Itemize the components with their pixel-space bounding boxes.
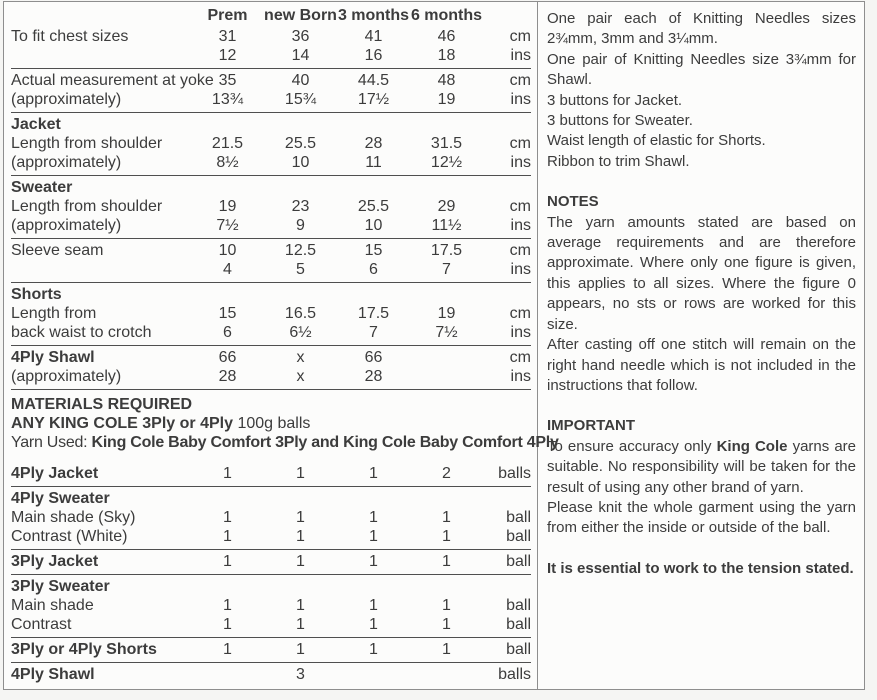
value-cell: 17.5 — [430, 242, 463, 259]
value-cell: 11 — [365, 154, 382, 171]
value-cell: 36 — [291, 28, 310, 45]
value-cell: 48 — [437, 72, 456, 89]
value-cell: 17.5 — [357, 305, 390, 322]
value-cell: 21.5 — [211, 135, 244, 152]
table-row — [11, 239, 531, 261]
unit-cell — [483, 487, 531, 509]
value-cell — [410, 487, 483, 509]
text-run: NOTES — [547, 193, 599, 211]
value-cell — [264, 283, 337, 305]
value-cell: 46 — [437, 28, 456, 45]
notes-para-1 — [547, 213, 856, 335]
size-table — [11, 6, 531, 390]
table-section — [11, 550, 531, 575]
value-cell: 66 — [364, 349, 383, 366]
value-cell: 1 — [296, 553, 305, 570]
table-row — [11, 25, 531, 46]
table-row — [11, 113, 531, 135]
value-cell: 12 — [218, 47, 237, 64]
row-label: back waist to crotch — [11, 324, 152, 341]
materials-table — [11, 462, 531, 687]
row-label: Length from shoulder — [11, 135, 163, 152]
row-label: 4Ply Sweater — [11, 490, 110, 507]
value-cell — [264, 113, 337, 135]
table-section — [11, 69, 531, 113]
table-row — [11, 46, 531, 69]
value-cell: 18 — [437, 47, 456, 64]
text-run: 3 buttons for Sweater. — [547, 112, 693, 130]
unit-cell: cm — [509, 349, 531, 366]
table-row — [11, 304, 531, 323]
unit-cell: ball — [506, 553, 531, 570]
value-cell: 12½ — [430, 154, 463, 171]
value-cell: 66 — [218, 349, 237, 366]
table-section — [11, 346, 531, 390]
instructions-panel — [538, 2, 864, 689]
value-cell: 19 — [437, 305, 456, 322]
value-cell: 1 — [223, 641, 232, 658]
value-cell: 1 — [223, 553, 232, 570]
header-spacer — [11, 6, 191, 25]
value-cell: 4 — [223, 261, 232, 278]
value-cell — [410, 575, 483, 597]
value-cell: 11½ — [431, 217, 462, 234]
value-cell: 1 — [369, 465, 378, 482]
row-label: 4Ply Shawl — [11, 349, 95, 366]
value-cell — [191, 113, 264, 135]
needles-line-1 — [547, 9, 856, 50]
row-label — [11, 46, 191, 69]
unit-cell — [483, 283, 531, 305]
value-cell: x — [296, 349, 305, 366]
value-cell: 17½ — [357, 91, 390, 108]
yarn-spec-bold: ANY KING COLE 3Ply or 4Ply — [11, 415, 233, 432]
value-cell: 28 — [364, 135, 383, 152]
materials-yarn-spec — [11, 414, 531, 433]
text-run: To ensure accuracy only — [547, 437, 717, 455]
value-cell: 14 — [291, 47, 310, 64]
text-run: Waist length of elastic for Shorts. — [547, 132, 766, 150]
spacer — [547, 172, 856, 192]
value-cell: 1 — [442, 509, 451, 526]
value-cell: 1 — [442, 553, 451, 570]
value-cell: 44.5 — [357, 72, 390, 89]
value-cell: 16.5 — [284, 305, 317, 322]
table-row — [11, 550, 531, 575]
table-row — [11, 367, 531, 390]
table-row — [11, 527, 531, 550]
value-cell — [337, 283, 410, 305]
value-cell: 10 — [218, 242, 237, 259]
value-cell — [337, 575, 410, 597]
unit-cell — [483, 575, 531, 597]
table-section — [11, 176, 531, 239]
table-section — [11, 663, 531, 688]
value-cell: 23 — [291, 198, 310, 215]
unit-cell: cm — [509, 72, 531, 89]
unit-cell: balls — [498, 465, 531, 482]
row-label: Contrast (White) — [11, 528, 128, 545]
yarn-spec-rest: 100g balls — [233, 415, 311, 432]
row-label: 3Ply Jacket — [11, 553, 99, 570]
value-cell: 28 — [218, 368, 237, 385]
value-cell: 1 — [442, 616, 451, 633]
value-cell: 12.5 — [284, 242, 317, 259]
needles-line-2 — [547, 50, 856, 91]
value-cell: 3 — [296, 666, 305, 683]
value-cell: 1 — [223, 465, 232, 482]
value-cell — [337, 176, 410, 198]
table-row — [11, 462, 531, 487]
value-cell: 19 — [437, 91, 456, 108]
important-heading — [547, 416, 856, 436]
materials-heading: MATERIALS REQUIRED — [11, 396, 193, 413]
value-cell: 15 — [364, 242, 383, 259]
row-label: Shorts — [11, 286, 62, 303]
unit-cell: ins — [510, 261, 531, 278]
row-label: Length from — [11, 305, 97, 322]
table-section — [11, 638, 531, 663]
notes-heading — [547, 192, 856, 212]
text-run: It is essential to work to the tension stated. — [547, 559, 854, 577]
unit-cell: ball — [506, 616, 531, 633]
value-cell: 1 — [369, 528, 378, 545]
value-cell: x — [296, 368, 305, 385]
value-cell: 1 — [442, 528, 451, 545]
row-label: 3Ply Sweater — [11, 578, 110, 595]
value-cell — [410, 176, 483, 198]
unit-cell: ins — [510, 154, 531, 171]
value-cell: 1 — [369, 553, 378, 570]
table-row — [11, 346, 531, 368]
pattern-sheet — [3, 1, 865, 690]
text-run: One pair of Knitting Needles size 3¾mm for Shawl. — [547, 50, 856, 89]
unit-cell: cm — [509, 135, 531, 152]
value-cell: 2 — [442, 465, 451, 482]
unit-cell: ins — [510, 368, 531, 385]
row-label: 4Ply Jacket — [11, 465, 99, 482]
table-row — [11, 663, 531, 688]
value-cell — [337, 113, 410, 135]
unit-cell — [483, 113, 531, 135]
materials-yarn-used — [11, 433, 559, 452]
value-cell — [191, 575, 264, 597]
value-cell: 28 — [364, 368, 383, 385]
table-row — [11, 487, 531, 509]
value-cell: 31 — [218, 28, 237, 45]
value-cell: 1 — [442, 597, 451, 614]
table-row — [11, 176, 531, 198]
header-unit-spacer — [483, 6, 531, 25]
value-cell: 8½ — [216, 154, 239, 171]
unit-cell — [483, 176, 531, 198]
value-cell: 1 — [223, 597, 232, 614]
unit-cell: ins — [510, 91, 531, 108]
row-label: Sleeve seam — [11, 242, 104, 259]
unit-cell: ins — [510, 47, 531, 64]
value-cell: 1 — [296, 597, 305, 614]
value-cell: 7 — [442, 261, 451, 278]
value-cell: 1 — [369, 641, 378, 658]
value-cell: 1 — [369, 616, 378, 633]
col-header-prem: Prem — [207, 7, 248, 24]
row-label: Main shade (Sky) — [11, 509, 136, 526]
value-cell: 15¾ — [284, 91, 317, 108]
row-label: (approximately) — [11, 217, 122, 234]
text-run: One pair each of Knitting Needles sizes 2¾mm, 3mm and 3¼mm. — [547, 10, 856, 48]
table-section — [11, 25, 531, 69]
value-cell: 6 — [369, 261, 378, 278]
value-cell: 7 — [369, 324, 378, 341]
value-cell — [410, 346, 483, 368]
spacer — [547, 539, 856, 559]
yarn-used-names: King Cole Baby Comfort 3Ply and King Cole Baby Comfort 4Ply — [91, 434, 559, 451]
row-label: Main shade — [11, 597, 94, 614]
value-cell: 1 — [296, 641, 305, 658]
value-cell — [337, 663, 410, 688]
value-cell: 1 — [296, 528, 305, 545]
table-row — [11, 575, 531, 597]
unit-cell: cm — [509, 242, 531, 259]
value-cell — [191, 176, 264, 198]
unit-cell: cm — [509, 198, 531, 215]
value-cell: 35 — [218, 72, 237, 89]
value-cell: 29 — [437, 198, 456, 215]
row-label: (approximately) — [11, 368, 122, 385]
unit-cell: ball — [506, 597, 531, 614]
text-run: IMPORTANT — [547, 417, 636, 435]
value-cell: 9 — [296, 217, 305, 234]
table-row — [11, 596, 531, 615]
value-cell: 19 — [218, 198, 237, 215]
value-cell: 16 — [364, 47, 383, 64]
value-cell — [264, 575, 337, 597]
value-cell: 10 — [291, 154, 310, 171]
text-run: Please knit the whole garment using the yarn from either the inside or outside of the ball. — [547, 498, 856, 537]
value-cell: 7½ — [435, 324, 458, 341]
value-cell: 25.5 — [284, 135, 317, 152]
table-row — [11, 508, 531, 527]
value-cell — [264, 487, 337, 509]
important-para-1 — [547, 437, 856, 498]
table-section — [11, 462, 531, 487]
col-header-3months: 3 months — [337, 7, 410, 24]
row-label: 4Ply Shawl — [11, 666, 95, 683]
text-run: King Cole — [716, 437, 788, 455]
spacer — [547, 396, 856, 416]
yarn-used-label: Yarn Used: — [11, 434, 92, 451]
unit-cell: ball — [506, 509, 531, 526]
unit-cell: ball — [506, 641, 531, 658]
value-cell — [410, 113, 483, 135]
row-label: 3Ply or 4Ply Shorts — [11, 641, 157, 658]
sizes-and-materials-panel — [4, 2, 559, 689]
col-header-newborn: new Born — [264, 7, 337, 24]
row-label: Jacket — [11, 116, 61, 133]
col-header-6months: 6 months — [410, 7, 483, 24]
value-cell: 40 — [291, 72, 310, 89]
materials-header-block — [11, 395, 559, 452]
table-section — [11, 487, 531, 550]
text-run: yarns are suitable. No responsibility will be taken for the result of using any other brand of yarn. — [547, 437, 857, 496]
value-cell: 1 — [369, 597, 378, 614]
table-section — [11, 575, 531, 638]
table-row — [11, 323, 531, 346]
value-cell: 31.5 — [430, 135, 463, 152]
value-cell: 6½ — [289, 324, 312, 341]
value-cell — [410, 367, 483, 390]
table-row — [11, 134, 531, 153]
value-cell — [191, 487, 264, 509]
value-cell — [410, 283, 483, 305]
value-cell: 5 — [296, 261, 305, 278]
value-cell: 15 — [218, 305, 237, 322]
unit-cell: cm — [509, 305, 531, 322]
notes-para-2 — [547, 335, 856, 396]
header-row — [11, 6, 531, 25]
value-cell: 6 — [223, 324, 232, 341]
buttons-jacket — [547, 91, 856, 111]
value-cell: 25.5 — [357, 198, 390, 215]
value-cell — [337, 487, 410, 509]
row-label: (approximately) — [11, 91, 122, 108]
value-cell: 1 — [223, 616, 232, 633]
table-row — [11, 69, 531, 91]
unit-cell: cm — [509, 28, 531, 45]
important-para-2 — [547, 498, 856, 539]
value-cell: 1 — [296, 465, 305, 482]
text-run: 3 buttons for Jacket. — [547, 91, 683, 109]
row-label: To fit chest sizes — [11, 28, 129, 45]
value-cell: 1 — [223, 509, 232, 526]
text-run: After casting off one stitch will remain on the right hand needle which is not included in the instructions that follow. — [547, 336, 856, 394]
tension-statement — [547, 559, 856, 579]
value-cell: 1 — [296, 509, 305, 526]
value-cell: 10 — [364, 217, 383, 234]
row-label: Contrast — [11, 616, 72, 633]
value-cell — [191, 663, 264, 688]
value-cell: 7½ — [216, 217, 239, 234]
row-label: Sweater — [11, 179, 73, 196]
ribbon-shawl — [547, 152, 856, 172]
table-section — [11, 113, 531, 176]
value-cell: 1 — [369, 509, 378, 526]
table-row — [11, 90, 531, 113]
row-label: Length from shoulder — [11, 198, 163, 215]
table-row — [11, 153, 531, 176]
buttons-sweater — [547, 111, 856, 131]
unit-cell: ins — [510, 217, 531, 234]
value-cell: 1 — [442, 641, 451, 658]
table-section — [11, 283, 531, 346]
value-cell — [410, 663, 483, 688]
value-cell: 1 — [223, 528, 232, 545]
table-section — [11, 239, 531, 283]
value-cell — [264, 176, 337, 198]
text-run: The yarn amounts stated are based on average requirements and are therefore approximate. Where only one figure is given, this applies to all sizes. Where the figure 0 appears, no sts or rows are worked for this size. — [547, 213, 856, 333]
unit-cell: ins — [510, 324, 531, 341]
text-run: Ribbon to trim Shawl. — [547, 152, 690, 170]
table-row — [11, 260, 531, 283]
table-row — [11, 283, 531, 305]
row-label: (approximately) — [11, 154, 122, 171]
elastic-shorts — [547, 131, 856, 151]
size-table-header — [11, 6, 531, 25]
value-cell: 13¾ — [211, 91, 244, 108]
table-row — [11, 638, 531, 663]
unit-cell: ball — [506, 528, 531, 545]
value-cell: 1 — [296, 616, 305, 633]
value-cell — [191, 283, 264, 305]
table-row — [11, 197, 531, 216]
table-row — [11, 216, 531, 239]
value-cell: 41 — [364, 28, 383, 45]
row-label — [11, 260, 191, 283]
unit-cell: balls — [498, 666, 531, 683]
table-row — [11, 615, 531, 638]
row-label: Actual measurement at yoke — [11, 72, 214, 89]
